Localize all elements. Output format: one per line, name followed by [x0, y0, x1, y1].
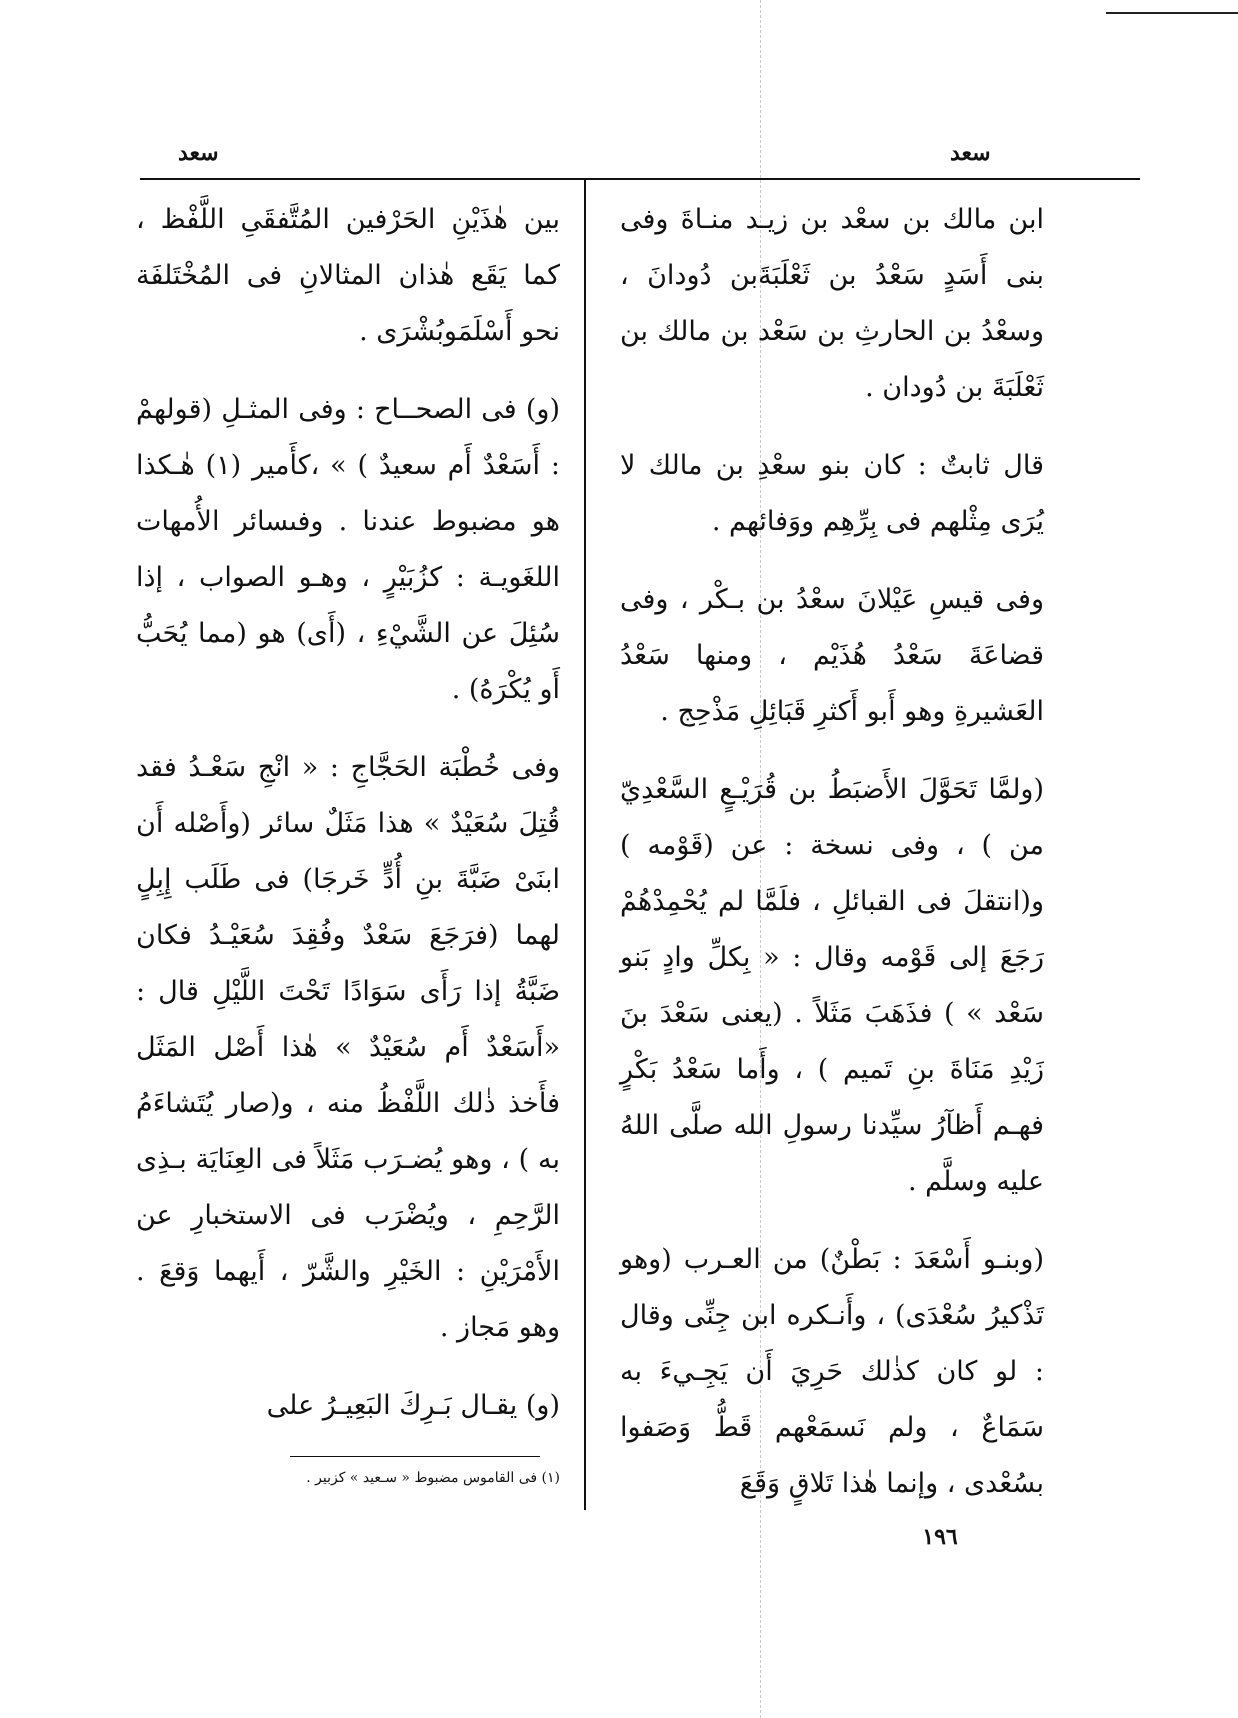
paragraph: وفى خُطْبَة الحَجَّاجِ : « انْجِ سَعْـدُ فقد قُتِلَ سُعَيْدٌ » هذا مَثَلٌ سائر (وأَصْله أَن ابنَىْ ضَبَّةَ بنِ أُدٍّ خَرجَا) فى طَلَب إِبِلٍ لهما (فرَجَعَ سَعْدٌ وفُقِدَ سُعَيْـدُ فكان ضَبَّةُ إذا رَأَى سَوَادًا تَحْتَ اللَّيْلِ قال : «أَسَعْدٌ أَم سُعَيْدٌ » هٰذا أَصْل المَثَل فأَخذ ذٰلك اللَّفْظُ منه ، و(صار يُتَشاءَمُ به ) ، وهو يُضـرَب مَثَلاً فى العِنَايَة بـذِى الرَّحِمِ ، ويُضْرَب فى الاستخبارِ عن الأَمْرَيْنِ : الخَيْرِ والشَّرّ ، أَيهما وَقعَ . وهو مَجاز . — [136, 752, 560, 1343]
paragraph: وفى قيسِ عَيْلانَ سعْدُ بن بـكْر ، وفى قضاعَةَ سَعْدُ هُذَيْم ، ومنها سَعْدُ العَشيرةِ وهو أَبو أَكثرِ قَبَائِلِ مَذْحِج . — [620, 584, 1044, 727]
paragraph: (و) يقـال بَـرِكَ البَعِيـرُ على — [266, 1390, 560, 1421]
left-column — [136, 192, 560, 1456]
footnote-rule — [290, 1456, 540, 1457]
paragraph: ابن مالك بن سعْد بن زيـد منـاةَ وفى بنى أَسَدٍ سَعْدُ بن ثَعْلَبَةَبن دُودانَ ، وسعْدُ بن الحارثِ بن سَعْد بن مالك بن ثَعْلَبَةَ بن دُودان . — [620, 204, 1044, 403]
footnote: (١) فى القاموس مضبوط « سـعيد » كزبير . — [306, 1470, 560, 1486]
paragraph: بين هٰذَيْنِ الحَرْفين المُتَّفقَىِ اللَّفْظ ، كما يَقَع هٰذان المثالانِ فى المُخْتَلفَة نحو أَسْلَمَوبُشْرَى . — [136, 204, 560, 347]
paragraph: (ولمَّا تَحَوَّلَ الأَضبَطُ بن قُرَيْـعٍ السَّعْدِيّ من ) ، وفى نسخة : عن (قَوْمه ) و(انتقلَ فى القبائلِ ، فلَمَّا لم يُحْمِدْهُمْ رَجَعَ إلى قَوْمه وقال : « بِكلِّ وادٍ بَنو سَعْد » ) فذَهَبَ مَثَلاً . (يعنى سَعْدَ بنَ زَيْدِ مَنَاةَ بنِ تَميم ) ، وأَما سَعْدُ بَكْرٍ فهـم أَظآرُ سيِّدنا رسولِ الله صلَّى اللهُ عليه وسلَّم . — [620, 774, 1044, 1197]
page-number: ١٩٦ — [922, 1524, 958, 1550]
paragraph: قال ثابتٌ : كان بنو سعْدِ بن مالك لا يُرَى مِثْلهم فى بِرِّهِم ووَفائهم . — [620, 450, 1044, 537]
paragraph: (وبنـو أَسْعَدَ : بَطْنٌ) من العـرب (وهو تَذْكيرُ سُعْدَى) ، وأَنـكره ابن جِنِّى وقال : لو كان كذٰلك حَرِيَ أَن يَجِـيءَ به سَمَاعٌ ، ولم نَسمَعْهم قَطُّ وَصَفوا بسُعْدى ، وإنما هٰذا تَلاقٍ وَقَعَ — [620, 1244, 1044, 1499]
scan-edge-line — [1106, 12, 1238, 14]
running-head-left: سعد — [178, 140, 219, 166]
right-column — [620, 192, 1044, 1534]
paragraph: (و) فى الصحــاح : وفى المثـلِ (قولهمْ : أَسَعْدٌ أَم سعيدٌ ) » ،كأَمير (١) هٰـكذا هو مضبوط عندنا . وفىسائر الأُمهات اللغَويـة : كزُبَيْرٍ ، وهـو الصواب ، إذا سُئِلَ عن الشَّيْءِ ، (أَى) هو (مما يُحَبُّ أَو يُكْرَهُ) . — [136, 394, 560, 705]
column-divider — [584, 180, 586, 1510]
running-head-right: سعد — [950, 140, 991, 166]
header-rule — [140, 178, 1140, 180]
